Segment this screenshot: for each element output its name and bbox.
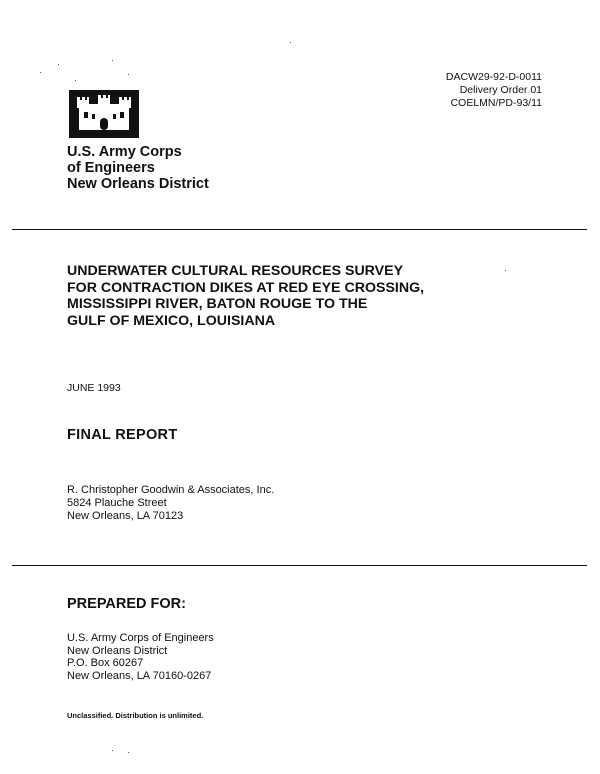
contractor-address [67,484,274,523]
delivery-order: Delivery Order 01 [459,84,542,96]
scan-speck [290,42,291,43]
scan-speck [40,72,41,73]
report-title [67,263,424,329]
scan-speck [128,74,129,75]
report-status: FINAL REPORT [67,427,178,443]
address-line: New Orleans, LA 70160-0267 [67,669,212,682]
scan-speck [58,64,59,65]
title-line: FOR CONTRACTION DIKES AT RED EYE CROSSING, [67,279,425,296]
scan-speck [112,60,113,61]
divider [12,565,587,566]
title-line: GULF OF MEXICO, LOUISIANA [67,312,276,329]
distribution-statement: Unclassified. Distribution is unlimited. [67,711,204,720]
castle-logo-icon [69,90,139,138]
castle-icon [69,90,139,138]
organization-line: U.S. Army Corps [67,144,182,160]
contract-identifiers [446,71,542,110]
scan-speck [128,752,129,753]
organization-name [67,144,209,192]
organization-line: New Orleans District [67,176,209,192]
address-line: U.S. Army Corps of Engineers [67,632,214,644]
organization-line: of Engineers [67,160,155,176]
scan-speck [112,750,113,751]
address-line: P.O. Box 60267 [67,657,144,669]
report-code: COELMN/PD-93/11 [450,97,542,109]
title-line: MISSISSIPPI RIVER, BATON ROUGE TO THE [67,296,368,312]
prepared-for-heading: PREPARED FOR: [67,596,186,612]
contractor-street: 5824 Plauche Street [67,497,167,509]
title-line: UNDERWATER CULTURAL RESOURCES SURVEY [67,263,404,279]
contractor-name: R. Christopher Goodwin & Associates, Inc. [67,484,275,496]
contractor-city: New Orleans, LA 70123 [67,510,184,522]
prepared-for-address [67,632,214,682]
scan-speck [505,270,506,271]
divider [12,229,587,230]
address-line: New Orleans District [67,644,168,657]
report-date: JUNE 1993 [67,382,121,394]
contract-number: DACW29-92-D-0011 [445,71,542,83]
scan-speck [75,80,76,81]
